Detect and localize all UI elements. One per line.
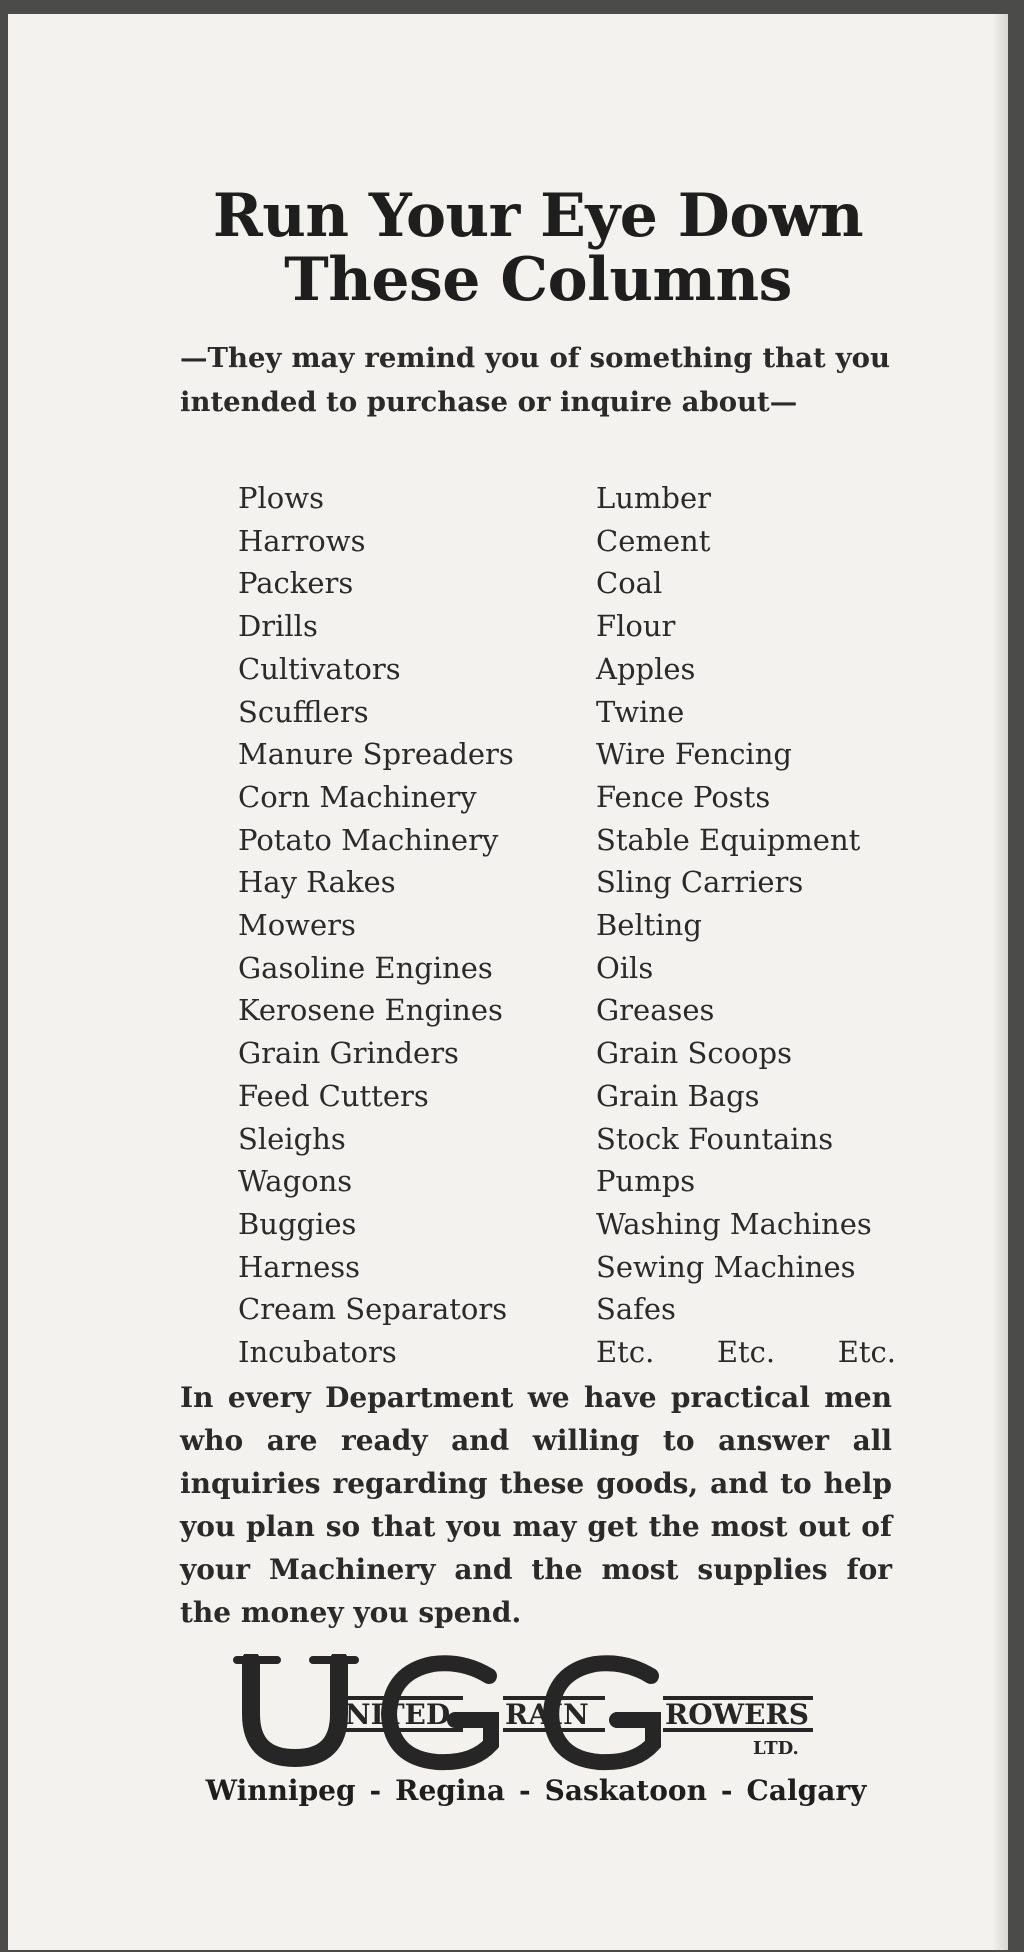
right-column-item: Coal xyxy=(596,566,663,601)
left-column-item: Potato Machinery xyxy=(238,822,499,857)
right-column-item: Belting xyxy=(596,908,702,943)
location-saskatoon: Saskatoon xyxy=(544,1774,707,1807)
etc-label: Etc. xyxy=(716,1335,776,1370)
location-separator: - xyxy=(720,1774,733,1807)
left-column-item: Manure Spreaders xyxy=(238,737,514,772)
etc-row xyxy=(596,1331,896,1374)
right-column-item: Grain Bags xyxy=(596,1078,760,1113)
closing-paragraph: In every Department we have practical men who are ready and willing to answer all inquiries regarding these goods, and to help you plan so that you may get the most out of your Machinery and the most supplies for the money you spend. xyxy=(180,1381,892,1629)
left-column-item: Packers xyxy=(238,566,354,601)
left-column-item: Cream Separators xyxy=(238,1292,508,1327)
location-winnipeg: Winnipeg xyxy=(205,1774,356,1807)
headline-line-2: These Columns xyxy=(284,245,792,315)
left-column-item: Scufflers xyxy=(238,694,369,729)
headline xyxy=(178,181,898,315)
left-column-item: Cultivators xyxy=(238,651,401,686)
location-separator: - xyxy=(518,1774,531,1807)
right-column-item: Stable Equipment xyxy=(596,822,861,857)
left-column-item: Kerosene Engines xyxy=(238,993,503,1028)
right-column-item: Pumps xyxy=(596,1164,696,1199)
right-column-item: Sewing Machines xyxy=(596,1249,856,1284)
left-column-item: Corn Machinery xyxy=(238,779,477,814)
locations-line xyxy=(180,1771,892,1811)
left-column-item: Feed Cutters xyxy=(238,1078,429,1113)
location-regina: Regina xyxy=(395,1774,505,1807)
right-column-item: Sling Carriers xyxy=(596,865,804,900)
location-calgary: Calgary xyxy=(746,1774,867,1807)
left-column-item: Incubators xyxy=(238,1335,397,1370)
left-column-item: Harness xyxy=(238,1249,361,1284)
logo-text-3: ROWERS xyxy=(665,1698,809,1731)
right-item-list xyxy=(596,477,896,1374)
united-grain-growers-logo xyxy=(233,1654,853,1772)
right-column-item: Cement xyxy=(596,523,711,558)
left-column-item: Drills xyxy=(238,609,318,644)
headline-line-1: Run Your Eye Down xyxy=(212,181,864,251)
left-column-item: Buggies xyxy=(238,1206,357,1241)
left-column-item: Gasoline Engines xyxy=(238,950,493,985)
right-column-item: Lumber xyxy=(596,481,712,515)
logo-text-1: NITED xyxy=(345,1698,451,1731)
intro-text: —They may remind you of something that you intended to purchase or inquire about— xyxy=(180,342,890,418)
etc-label: Etc. xyxy=(596,1335,655,1370)
logo-text-2: RAIN xyxy=(505,1698,589,1731)
right-column-item: Stock Fountains xyxy=(596,1121,834,1156)
left-column-item: Harrows xyxy=(238,523,366,558)
right-column-item: Fence Posts xyxy=(596,779,771,814)
etc-label: Etc. xyxy=(837,1335,896,1370)
right-column-item: Greases xyxy=(596,993,715,1028)
right-column-item: Washing Machines xyxy=(596,1206,872,1241)
right-column-item: Flour xyxy=(596,609,676,644)
right-column-item: Oils xyxy=(596,950,654,985)
advertisement-page xyxy=(8,14,1008,1950)
left-column-item: Plows xyxy=(238,481,324,515)
left-column-item: Hay Rakes xyxy=(238,865,396,900)
left-column-item: Sleighs xyxy=(238,1121,346,1156)
logo-ltd: LTD. xyxy=(753,1738,799,1759)
right-column-item: Grain Scoops xyxy=(596,1036,792,1071)
right-column-item: Safes xyxy=(596,1292,676,1327)
left-column-item: Grain Grinders xyxy=(238,1036,459,1071)
right-column-item: Twine xyxy=(596,694,685,729)
location-separator: - xyxy=(369,1774,382,1807)
right-column-item: Apples xyxy=(596,651,696,686)
left-item-list xyxy=(238,477,514,1374)
right-column-item: Wire Fencing xyxy=(596,737,792,772)
left-column-item: Mowers xyxy=(238,908,356,943)
left-column-item: Wagons xyxy=(238,1164,353,1199)
